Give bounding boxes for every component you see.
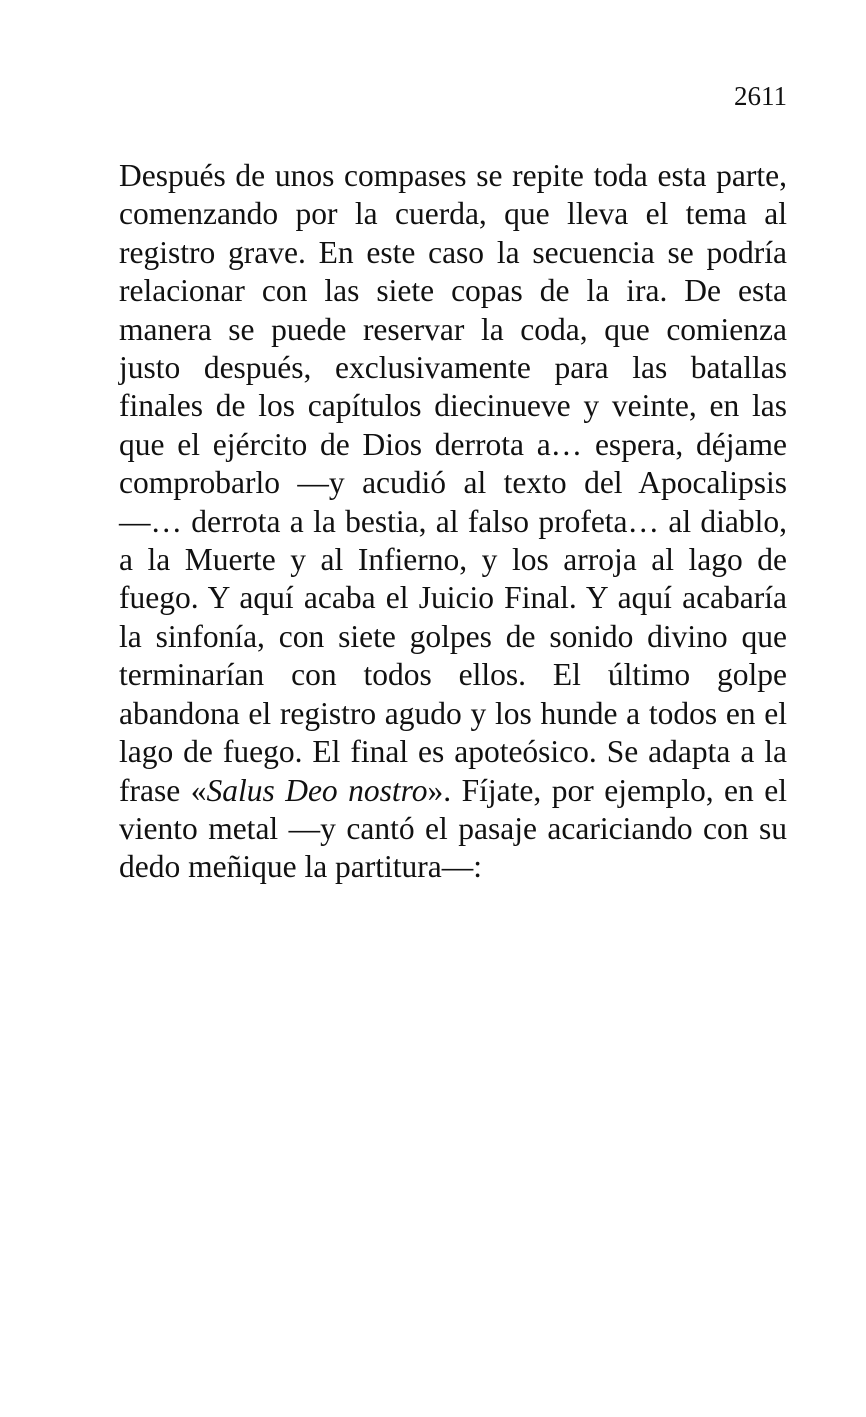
paragraph-text-end: ». Fíjate, por ejemplo, en el viento metal —y cantó el pasaje acariciando con su dedo meñique la partitura—: xyxy=(119,772,788,885)
page-number: 2611 xyxy=(734,81,787,111)
latin-phrase: Salus Deo nostro xyxy=(206,772,428,808)
paragraph-text-start: Después de unos compases se repite toda esta parte, comenzando por la cuerda, que lleva el tema al registro grave. En este caso la secuencia se podría relacionar con las siete copas de la ira. De esta manera se puede reservar la coda, que comienza justo después, exclusivamente para las batallas finales de los capítulos diecinueve y veinte, en las que el ejército de Dios derrota a… espera, déjame comprobarlo —y acudió al texto del Apocalipsis—… derrota a la bestia, al falso profeta… al diablo, a la Muerte y al Infierno, y los arroja al lago de fuego. Y aquí acaba el Juicio Final. Y aquí acabaría la sinfonía, con siete golpes de sonido divino que terminarían con todos ellos. El último golpe abandona el registro agudo y los hunde a todos en el lago de fuego. El final es apoteósico. Se adapta a la frase « xyxy=(119,158,787,808)
body-paragraph xyxy=(119,157,787,887)
